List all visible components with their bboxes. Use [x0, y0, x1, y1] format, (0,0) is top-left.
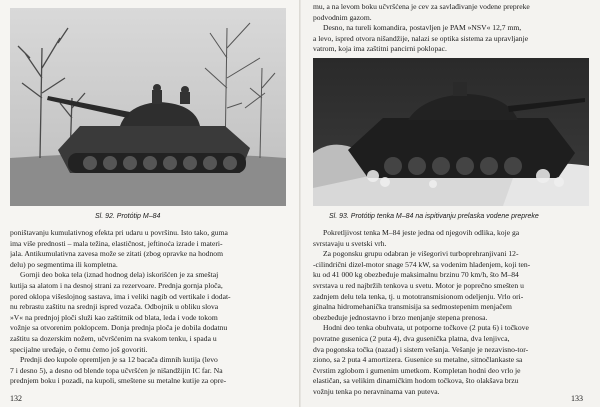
left-page	[0, 0, 299, 407]
body-text	[313, 228, 589, 398]
text-line: 7 i desno 5), a desno od blende topa učvršćen je nišandžijin IC far. Na	[10, 365, 223, 375]
text-line: ginalna hidromehanička transmisija sa sedmostepenim menjačem	[313, 302, 512, 312]
page-number: 132	[10, 394, 22, 403]
text-line: Prednji deo kupole opremljen je sa 12 bacača dimnih kutija (levo	[20, 355, 218, 365]
text-line: vatrom, koja ima zaštitni pancirni poklopac.	[313, 44, 447, 54]
figure-caption: Sl. 93. Protótip tenka M–84 na ispitivanju prelaska vodene prepreke	[329, 213, 539, 220]
text-line: čvrstim zglobom i gumenim umetkom. Kompletan hodni deo vrlo je	[313, 365, 521, 375]
text-line: ziono, sa 2 puta 4 amortizera. Gusenice su metalne, sitnočlankaste sa	[313, 355, 523, 365]
text-line: povratne gusenica (2 puta 4), dva gusenička platna, dva lenjivca,	[313, 333, 510, 343]
text-line: zaštitu sa dozerskim nožem, učvršćenim na svakom tenku, i spada u	[10, 333, 217, 343]
text-line: mu, a na levom boku učvršćena je cev za savlađivanje vodene prepreke	[313, 2, 530, 11]
text-line: pored oklopa višeslojnog sastava, ima i veliki nagib od vertikale i dodat-	[10, 291, 231, 301]
right-page	[301, 0, 600, 407]
text-line: jala. Antikumulativna zavesa može se zitati (zbog opravke na hodnom	[10, 249, 223, 259]
tank-photo-water-crossing	[313, 58, 589, 206]
page-number: 133	[571, 394, 583, 403]
text-line: Desno, na tureli komandira, postavljen je PAM »NSV« 12,7 mm,	[323, 23, 522, 33]
text-line: zadnjem delu tela tenka, tj. u mototransmisionom odeljenju. Vrlo ori-	[313, 291, 524, 301]
text-line: svrstavaju u svetski vrh.	[313, 238, 387, 248]
text-line: Gornji deo boka tela (iznad hodnog dela) iskorišćen je za smeštaj	[20, 270, 219, 280]
text-line: poništavanju kumulativnog efekta pri udaru u površinu. Isto tako, guma	[10, 228, 228, 237]
text-line: Za pogonsku grupu odabran je višegorivi turboprehranjivani 12-	[323, 249, 519, 259]
text-line: delu) po segmentima ili kompletna.	[10, 259, 118, 269]
text-line: obezbeđuje jednostavno i brzo menjanje stepena prenosa.	[313, 312, 488, 322]
text-line: prednjem boku i pozadi, na kupoli, smeštene su metalne kutije za opre-	[10, 376, 227, 386]
text-line: Hodni deo tenka obuhvata, ut potporne točkove (2 puta 6) i točkove	[323, 323, 529, 333]
body-text	[10, 228, 286, 387]
text-line: »V« na prednjoj ploči služi kao zaštitnik od blata, leda i vode tokom	[10, 312, 218, 322]
text-line: ku od 41 000 kg obezbeđuje maksimalnu brzinu 70 km/h, što M–84	[313, 270, 519, 280]
continued-text	[313, 2, 589, 55]
text-line: podvodnim gazom.	[313, 12, 372, 22]
text-line: svrstava u red najbržih tenkova u svetu. Motor je poprečno smešten u	[313, 280, 524, 290]
tank-photo-field	[10, 8, 286, 206]
text-line: nu rebrastu zaštitu na srednji ispred vozača. Odbojnik u obliku slova	[10, 302, 219, 312]
text-line: elastičan, sa velikim dinamičkim hodom točkova, što olakšava brzu	[313, 376, 519, 386]
text-line: -cilindrični dizel-motor snage 574 kW, sa vodenim hlađenjem, koji ten-	[313, 259, 531, 269]
figure-caption: Sl. 92. Protótip M–84	[95, 213, 161, 220]
text-line: Pokretljivost tenka M–84 jeste jedna od njegovih odlika, koje ga	[323, 228, 520, 237]
text-line: vožnje sa otvorenim poklopcem. Donja prednja ploča je dobila dodatnu	[10, 323, 228, 333]
text-line: kutija sa alatom i na desnoj strani za rezervoare. Prednja gornja ploča,	[10, 280, 223, 290]
text-line: a levo, ispred otvora nišandžije, nalazi se optika sistema za upravljanje	[313, 33, 529, 43]
text-line: specijalne uređaje, o čemu ćemo još govoriti.	[10, 344, 148, 354]
text-line: vožnju tenka po neravninama van puteva.	[313, 386, 440, 396]
text-line: ima više prednosti – mala težina, elastičnost, jeftinoća izrade i materi-	[10, 238, 223, 248]
text-line: dva pogonska točka (nazad) i sistem vešanja. Vešanje je nezavisno-tor-	[313, 344, 529, 354]
